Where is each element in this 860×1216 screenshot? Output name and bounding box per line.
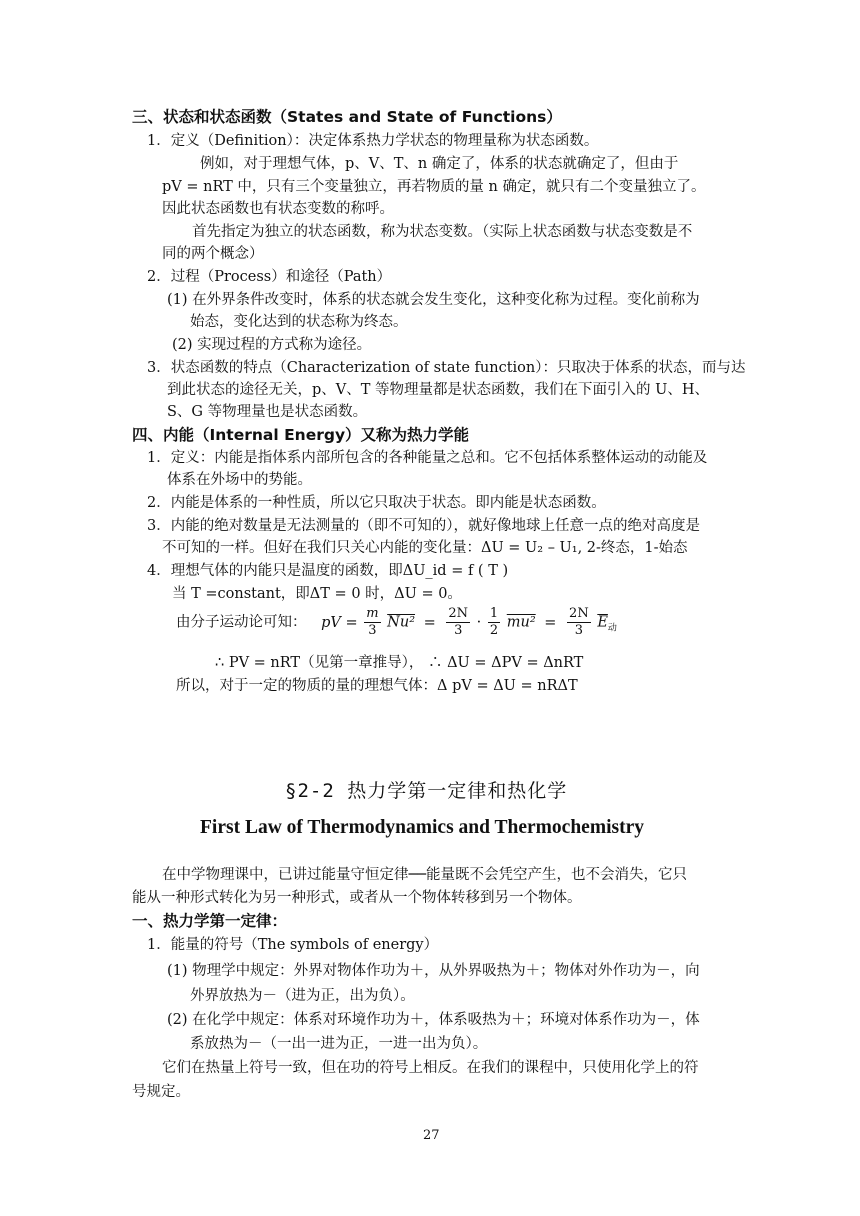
section-heading: 一、热力学第一定律： [132, 912, 288, 930]
text-line: 系放热为－（一出一进为正，一进一出为负）。 [190, 1036, 488, 1052]
text-line: 到此状态的途径无关，p、V、T 等物理量都是状态函数，我们在下面引入的 U、H、 [167, 382, 710, 398]
formula-term-1: Nu² [387, 614, 416, 631]
text-line: 1．定义：内能是指体系内部所包含的各种能量之总和。它不包括体系整体运动的动能及 [147, 450, 708, 466]
text-line: pV = nRT 中，只有三个变量独立，再若物质的量 n 确定，就只有二个变量独立了。 [162, 179, 706, 195]
text-line: 体系在外场中的势能。 [167, 472, 312, 488]
text-line: 2．内能是体系的一种性质，所以它只取决于状态。即内能是状态函数。 [147, 495, 606, 511]
dot-operator: · [476, 614, 482, 631]
text-line: 所以，对于一定的物质的量的理想气体：Δ pV = ΔU = nRΔT [176, 678, 578, 694]
formula-label: 由分子运动论可知： [176, 614, 307, 631]
formula-lhs: pV = [321, 614, 358, 631]
text-line: 能从一种形式转化为另一种形式，或者从一个物体转移到另一个物体。 [132, 890, 582, 906]
section-title-english: First Law of Thermodynamics and Thermochemistry [200, 817, 644, 838]
kinetic-energy-symbol: $\overline{E}$ [597, 614, 608, 631]
fraction-2n-over-3-b: $\frac{2N}{3}$ [569, 606, 589, 638]
text-line: 外界放热为－（进为正，出为负）。 [190, 988, 415, 1004]
text-line: 3．内能的绝对数量是无法测量的（即不可知的），就好像地球上任意一点的绝对高度是 [147, 518, 700, 534]
fraction-1-over-2: $\frac{1}{2}$ [489, 606, 499, 638]
fraction-2n-over-3: $\frac{2N}{3}$ [448, 606, 469, 638]
text-line: (2) 在化学中规定：体系对环境作功为＋，体系吸热为＋；环境对体系作功为－，体 [167, 1012, 700, 1028]
text-line: (1) 在外界条件改变时，体系的状态就会发生变化，这种变化称为过程。变化前称为 [167, 292, 700, 308]
text-line: 它们在热量上符号一致，但在功的符号上相反。在我们的课程中，只使用化学上的符 [162, 1060, 699, 1076]
kinetic-energy-subscript: 动 [607, 623, 617, 634]
text-line: 始态，变化达到的状态称为终态。 [190, 314, 408, 330]
text-line: 不可知的一样。但好在我们只关心内能的变化量：ΔU = U₂ – U₁, 2-终态，1-始态 [162, 540, 688, 556]
text-line: ∴ PV = nRT（见第一章推导）， ∴ ΔU = ΔPV = ΔnRT [215, 655, 584, 671]
text-line: (2) 实现过程的方式称为途径。 [172, 337, 372, 353]
section-heading: 四、内能（Internal Energy）又称为热力学能 [132, 426, 470, 444]
text-line: 2．过程（Process）和途径（Path） [147, 269, 392, 285]
text-line: 首先指定为独立的状态函数，称为状态变数。（实际上状态函数与状态变数是不 [192, 224, 693, 240]
text-line: 当 T =constant，即ΔT = 0 时，ΔU = 0。 [172, 586, 462, 602]
text-line: (1) 物理学中规定：外界对物体作功为＋，从外界吸热为＋；物体对外作功为－，向 [167, 963, 700, 979]
section-heading: 三、状态和状态函数（States and State of Functions） [132, 108, 562, 126]
text-line: 在中学物理课中，已讲过能量守恒定律──能量既不会凭空产生，也不会消失，它只 [162, 867, 687, 883]
text-line: 1．定义（Definition）：决定体系热力学状态的物理量称为状态函数。 [147, 133, 599, 149]
formula-term-2: mu² [506, 614, 536, 631]
text-line: 同的两个概念） [162, 246, 264, 262]
text-line: 4．理想气体的内能只是温度的函数，即ΔU_id = f ( T ) [147, 563, 509, 579]
text-line: 3．状态函数的特点（Characterization of state function）：只取决于体系的状态，而与达 [147, 360, 746, 376]
text-line: 1．能量的符号（The symbols of energy） [147, 937, 439, 953]
text-line: 例如，对于理想气体，p、V、T、n 确定了，体系的状态就确定了，但由于 [200, 156, 679, 172]
text-line: S、G 等物理量也是状态函数。 [167, 404, 368, 420]
page-number: 27 [423, 1128, 440, 1143]
fraction-m-over-3: $\frac{m}{3}$ [366, 606, 379, 638]
equals-sign-2: = [544, 614, 557, 631]
section-title-chinese: §2-2 热力学第一定律和热化学 [285, 780, 568, 802]
text-line: 因此状态函数也有状态变数的称呼。 [162, 201, 394, 217]
kinetic-theory-formula [176, 606, 617, 639]
text-line: 号规定。 [132, 1084, 190, 1100]
equals-sign: = [423, 614, 436, 631]
